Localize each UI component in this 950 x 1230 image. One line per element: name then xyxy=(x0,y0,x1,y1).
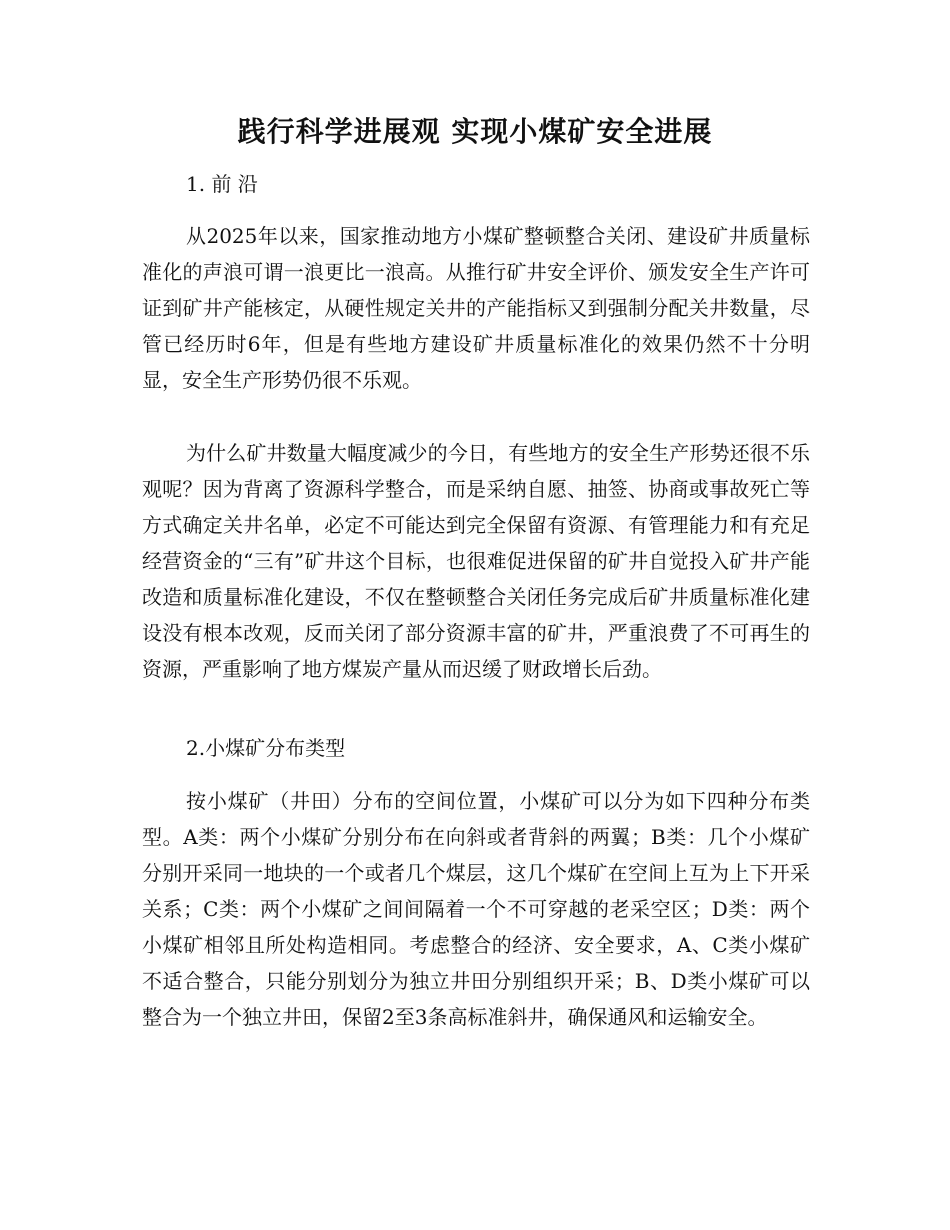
document-title: 践行科学进展观 实现小煤矿安全进展 xyxy=(237,115,713,148)
paragraph-intro: 从2025年以来，国家推动地方小煤矿整顿整合关闭、建设矿井质量标准化的声浪可谓一浪更比一浪高。从推行矿井安全评价、颁发安全生产许可证到矿井产能核定，从硬性规定关井的产能指标又到强制分配关井数量，尽管已经历时6年，但是有些地方建设矿井质量标准化的效果仍然不十分明显，安全生产形势仍很不乐观。 xyxy=(142,224,810,392)
paragraph-distribution-types: 按小煤矿（井田）分布的空间位置，小煤矿可以分为如下四种分布类型。A类：两个小煤矿分别分布在向斜或者背斜的两翼；B类：几个小煤矿分别开采同一地块的一个或者几个煤层，这几个煤矿在空间上互为上下开采关系；C类：两个小煤矿之间间隔着一个不可穿越的老采空区；D类：两个小煤矿相邻且所处构造相同。考虑整合的经济、安全要求，A、C类小煤矿不适合整合，只能分别划分为独立井田分别组织开采；B、D类小煤矿可以整合为一个独立井田，保留2至3条高标准斜井，确保通风和运输安全。 xyxy=(142,789,810,1029)
section-heading-preface: 1. 前 沿 xyxy=(186,172,258,196)
paragraph-analysis: 为什么矿井数量大幅度减少的今日，有些地方的安全生产形势还很不乐观呢？因为背离了资源科学整合，而是采纳自愿、抽签、协商或事故死亡等方式确定关井名单，必定不可能达到完全保留有资源、有管理能力和有充足经营资金的“三有”矿井这个目标，也很难促进保留的矿井自觉投入矿井产能改造和质量标准化建设，不仅在整顿整合关闭任务完成后矿井质量标准化建设没有根本改观，反而关闭了部分资源丰富的矿井，严重浪费了不可再生的资源，严重影响了地方煤炭产量从而迟缓了财政增长后劲。 xyxy=(142,441,810,681)
section-heading-distribution: 2.小煤矿分布类型 xyxy=(186,736,346,760)
